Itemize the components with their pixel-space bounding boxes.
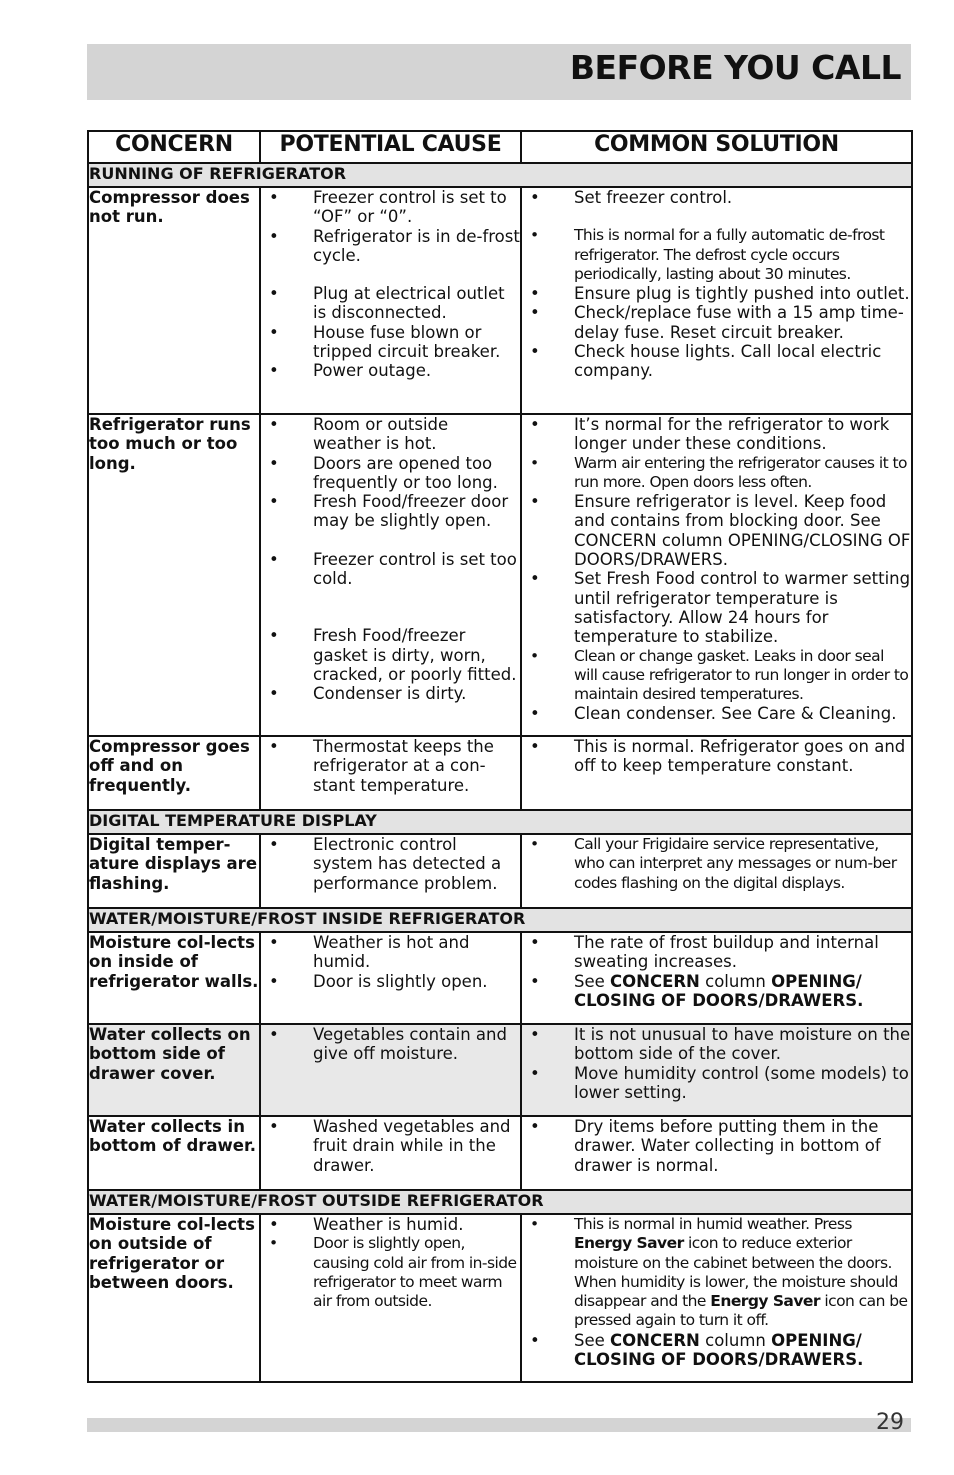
table-row: [88, 736, 912, 810]
solution-item: • Move humidity control (some models) to lower setting.: [522, 1064, 911, 1103]
table-row: [88, 1116, 912, 1190]
solution-item: • Ensure refrigerator is level. Keep food and contains from blocking door. See CONCERN column OPENING/CLOSING OF DOORS/DRAWERS.: [522, 492, 911, 569]
solution-cell: [521, 187, 912, 414]
cause-item: • Fresh Food/freezer gasket is dirty, worn, cracked, or poorly fitted.: [261, 626, 520, 684]
cause-cell: [260, 414, 521, 736]
cause-item: • Refrigerator is in de-frost cycle.: [261, 227, 520, 266]
section-heading: RUNNING OF REFRIGERATOR: [88, 163, 912, 187]
solution-item: • This is normal. Refrigerator goes on and off to keep temperature constant.: [522, 737, 911, 776]
table-row: [88, 414, 912, 736]
solution-item: • Call your Frigidaire service representative, who can interpret any messages or num-ber codes flashing on the digital displays.: [522, 835, 911, 893]
solution-item: • See CONCERN column OPENING/ CLOSING OF DOORS/DRAWERS.: [522, 1331, 911, 1370]
cause-item: • Freezer control is set too cold.: [261, 550, 520, 589]
solution-cell: [521, 1024, 912, 1116]
cause-item: • Weather is hot and humid.: [261, 933, 520, 972]
cause-cell: [260, 1214, 521, 1382]
solution-item: • Check/replace fuse with a 15 amp time-delay fuse. Reset circuit breaker.: [522, 303, 911, 342]
troubleshooting-table: [87, 130, 913, 1383]
cause-item: • Vegetables contain and give off moisture.: [261, 1025, 520, 1064]
cause-cell: [260, 1024, 521, 1116]
column-header-concern: CONCERN: [88, 131, 260, 163]
solution-item: • Warm air entering the refrigerator causes it to run more. Open doors less often.: [522, 454, 911, 493]
solution-item: • Dry items before putting them in the drawer. Water collecting in bottom of drawer is normal.: [522, 1117, 911, 1175]
concern-cell: Moisture col-lects on inside of refrigerator walls.: [88, 932, 260, 1024]
solution-cell: [521, 414, 912, 736]
cause-cell: [260, 932, 521, 1024]
cause-item: • Condenser is dirty.: [261, 684, 520, 703]
header-bar: [87, 44, 911, 100]
concern-cell: Moisture col-lects on outside of refrigerator or between doors.: [88, 1214, 260, 1382]
section-heading: WATER/MOISTURE/FROST OUTSIDE REFRIGERATOR: [88, 1190, 912, 1214]
table-row: [88, 1214, 912, 1382]
cause-item: • Freezer control is set to “OF” or “0”.: [261, 188, 520, 227]
solution-cell: [521, 834, 912, 908]
solution-cell: [521, 1116, 912, 1190]
solution-item: • Ensure plug is tightly pushed into outlet.: [522, 284, 911, 303]
solution-item: • This is normal in humid weather. Press Energy Saver icon to reduce exterior moisture on the cabinet between the doors. When humidity is lower, the moisture should disappear and the Energy Saver icon can be pressed again to turn it off.: [522, 1215, 911, 1331]
solution-item: • The rate of frost buildup and internal sweating increases.: [522, 933, 911, 972]
cause-item: • Washed vegetables and fruit drain while in the drawer.: [261, 1117, 520, 1175]
solution-item: • It’s normal for the refrigerator to work longer under these conditions.: [522, 415, 911, 454]
cause-cell: [260, 1116, 521, 1190]
solution-cell: [521, 1214, 912, 1382]
table-row: [88, 932, 912, 1024]
concern-cell: Refrigerator runs too much or too long.: [88, 414, 260, 736]
cause-item: • Plug at electrical outlet is disconnected.: [261, 284, 520, 323]
column-header-row: [88, 131, 912, 163]
solution-item: • Set Fresh Food control to warmer setting until refrigerator temperature is satisfactory. Allow 24 hours for temperature to stabilize.: [522, 569, 911, 646]
cause-item: • Door is slightly open.: [261, 972, 520, 991]
cause-item: • Room or outside weather is hot.: [261, 415, 520, 454]
cause-item: • Power outage.: [261, 361, 520, 380]
cause-item: • Doors are opened too frequently or too long.: [261, 454, 520, 493]
cause-item: • House fuse blown or tripped circuit breaker.: [261, 323, 520, 362]
solution-item: • Clean or change gasket. Leaks in door seal will cause refrigerator to run longer in order to maintain desired temperatures.: [522, 647, 911, 705]
solution-cell: [521, 736, 912, 810]
concern-cell: Compressor goes off and on frequently.: [88, 736, 260, 810]
cause-item: • Fresh Food/freezer door may be slightly open.: [261, 492, 520, 531]
cause-cell: [260, 736, 521, 810]
page-number: 29: [876, 1410, 904, 1435]
table-row: [88, 187, 912, 414]
solution-item: • Set freezer control.: [522, 188, 911, 207]
cause-item: • Electronic control system has detected a performance problem.: [261, 835, 520, 893]
section-heading: WATER/MOISTURE/FROST INSIDE REFRIGERATOR: [88, 908, 912, 932]
concern-cell: Compressor does not run.: [88, 187, 260, 414]
column-header-common-solution: COMMON SOLUTION: [521, 131, 912, 163]
concern-cell: Water collects in bottom of drawer.: [88, 1116, 260, 1190]
cause-item: • Thermostat keeps the refrigerator at a con-stant temperature.: [261, 737, 520, 795]
solution-item: • Check house lights. Call local electric company.: [522, 342, 911, 381]
cause-item: • Weather is humid.: [261, 1215, 520, 1234]
cause-cell: [260, 187, 521, 414]
cause-cell: [260, 834, 521, 908]
solution-item: • It is not unusual to have moisture on the bottom side of the cover.: [522, 1025, 911, 1064]
solution-cell: [521, 932, 912, 1024]
section-heading: DIGITAL TEMPERATURE DISPLAY: [88, 810, 912, 834]
table-row: [88, 834, 912, 908]
table-row: [88, 1024, 912, 1116]
concern-cell: Water collects on bottom side of drawer cover.: [88, 1024, 260, 1116]
concern-cell: Digital temper-ature displays are flashing.: [88, 834, 260, 908]
solution-item: • Clean condenser. See Care & Cleaning.: [522, 704, 911, 723]
cause-item: • Door is slightly open, causing cold air from in-side refrigerator to meet warm air from outside.: [261, 1234, 520, 1311]
solution-item: • See CONCERN column OPENING/ CLOSING OF DOORS/DRAWERS.: [522, 972, 911, 1011]
footer-bar: [87, 1418, 911, 1432]
column-header-potential-cause: POTENTIAL CAUSE: [260, 131, 521, 163]
solution-item: • This is normal for a fully automatic de-frost refrigerator. The defrost cycle occurs periodically, lasting about 30 minutes.: [522, 226, 911, 284]
page-title: BEFORE YOU CALL: [569, 48, 901, 87]
